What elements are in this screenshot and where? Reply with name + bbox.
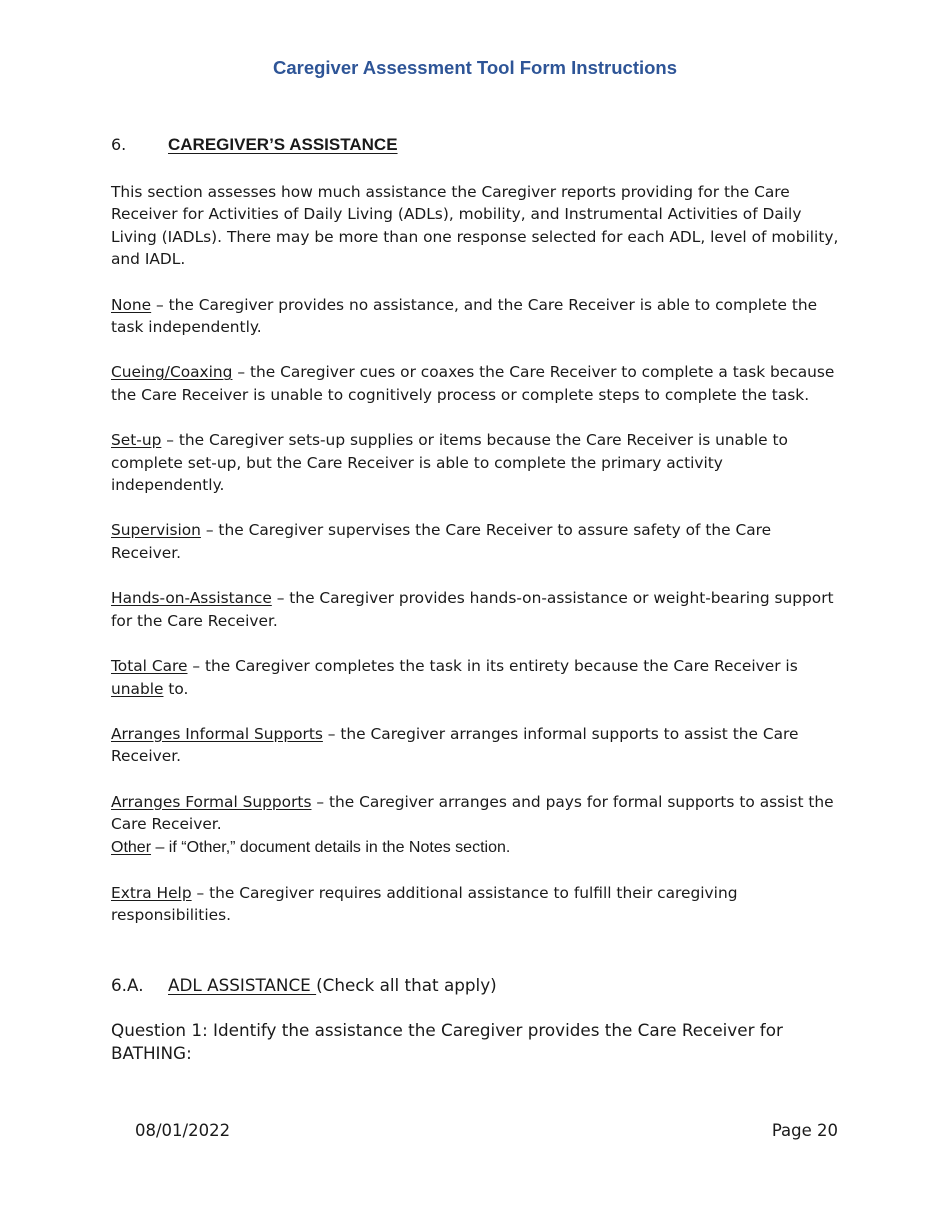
definition-extra-help — [111, 882, 839, 927]
subsection-number: 6.A. — [111, 974, 144, 995]
definition-text: – the Caregiver cues or coaxes the Care Receiver to complete a task because the Care Receiver is unable to cognitively process or complete steps to complete the task. — [111, 363, 835, 404]
definition-emphasis: unable — [111, 679, 164, 698]
definition-none — [111, 294, 839, 339]
subsection-note: (Check all that apply) — [316, 974, 497, 995]
definition-text-end: to. — [163, 679, 189, 698]
definition-term: Hands-on-Assistance — [111, 589, 272, 608]
definition-supervision — [111, 519, 839, 564]
question-text: Question 1: Identify the assistance the Caregiver provides the Care Receiver for BATHING: — [111, 1019, 783, 1063]
section-number: 6. — [111, 135, 127, 154]
footer-page-number: Page 20 — [771, 1121, 838, 1140]
definition-text: – the Caregiver sets-up supplies or items because the Care Receiver is unable to complete set-up, but the Care Receiver is able to complete the primary activity independently. — [111, 431, 788, 495]
section-heading — [111, 134, 398, 156]
definition-arranges-informal-supports — [111, 723, 839, 768]
definition-total-care — [111, 655, 839, 700]
definition-term: Cueing/Coaxing — [111, 363, 233, 382]
section-intro: This section assesses how much assistance the Caregiver reports providing for the Care Receiver for Activities of Daily Living (ADLs), mobility, and Instrumental Activities of Daily Living (IADLs). There may be more than one response selected for each ADL, level of mobility, and IADL. — [111, 183, 839, 269]
subsection-heading — [111, 973, 839, 997]
definition-text: – the Caregiver provides hands-on-assistance or weight-bearing support for the Care Receiver. — [111, 589, 834, 630]
definition-term: Extra Help — [111, 883, 192, 902]
definition-cueing-coaxing — [111, 361, 839, 406]
definition-arranges-formal-supports — [111, 791, 839, 836]
definition-term: Supervision — [111, 521, 201, 540]
definition-hands-on-assistance — [111, 587, 839, 632]
definition-text: – the Caregiver completes the task in its entirety because the Care Receiver is — [187, 657, 798, 676]
definition-term: Set-up — [111, 431, 162, 450]
definition-text: – the Caregiver provides no assistance, and the Care Receiver is able to complete the task independently. — [111, 295, 818, 337]
definition-other — [111, 837, 839, 859]
definition-text: – the Caregiver arranges and pays for formal supports to assist the Care Receiver. — [111, 792, 834, 834]
definition-term: Total Care — [111, 657, 188, 676]
definition-term: Arranges Informal Supports — [111, 724, 323, 743]
document-body — [111, 134, 839, 1082]
definition-text: – if “Other,” document details in the Notes section. — [151, 838, 511, 856]
subsection-heading-underlined — [111, 975, 316, 995]
footer-date: 08/01/2022 — [135, 1121, 231, 1140]
subsection-title: ADL ASSISTANCE — [168, 974, 317, 995]
section-title: CAREGIVER’S ASSISTANCE — [168, 135, 398, 154]
definition-text: – the Caregiver arranges informal supports to assist the Care Receiver. — [111, 724, 799, 766]
definition-term: Other — [111, 838, 152, 856]
page-title: Caregiver Assessment Tool Form Instructions — [272, 57, 678, 78]
definition-term: Arranges Formal Supports — [111, 792, 312, 811]
definition-text: – the Caregiver requires additional assistance to fulfill their caregiving responsibilities. — [111, 883, 738, 925]
definition-text: – the Caregiver supervises the Care Receiver to assure safety of the Care Receiver. — [111, 521, 772, 562]
definition-term: None — [111, 295, 152, 314]
definition-set-up — [111, 429, 839, 496]
